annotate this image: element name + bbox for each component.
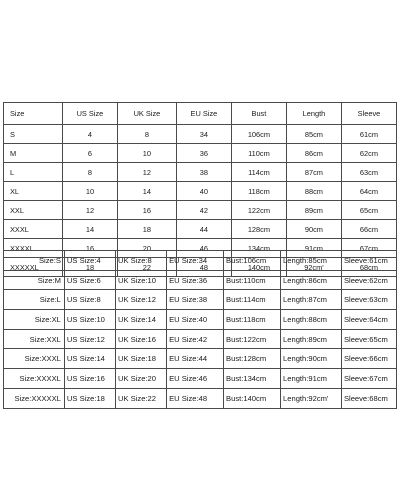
table-cell: EU Size:34 — [167, 251, 224, 271]
table-cell: Bust:114cm — [224, 290, 281, 310]
table-cell: 140cm — [231, 258, 286, 277]
table-cell: 128cm — [231, 220, 286, 239]
table-cell: 106cm — [231, 125, 286, 144]
table-cell: Length:89cm — [281, 329, 342, 349]
table-cell: 61cm — [341, 125, 396, 144]
table-cell: 46 — [176, 239, 231, 258]
table-cell: EU Size:36 — [167, 270, 224, 290]
table-cell: 89cm — [286, 201, 341, 220]
table-cell: 67cm — [341, 239, 396, 258]
table-cell: XXXL — [4, 220, 63, 239]
size-chart-header-row — [4, 103, 397, 125]
table-cell: 18 — [117, 220, 176, 239]
table-cell: Size:XXL — [4, 329, 65, 349]
table-cell: US Size:8 — [64, 290, 115, 310]
table-cell: Length:91cm — [281, 369, 342, 389]
table-row — [4, 369, 397, 389]
table-cell: Bust:110cm — [224, 270, 281, 290]
table-cell: 12 — [62, 201, 117, 220]
table-cell: 91cm — [286, 239, 341, 258]
table-cell: Size:XXXXL — [4, 369, 65, 389]
table-cell: 22 — [117, 258, 176, 277]
table-cell: Size:XXXXXL — [4, 388, 65, 408]
table-cell: US Size:6 — [64, 270, 115, 290]
table-cell: 65cm — [341, 201, 396, 220]
table-cell: 68cm — [341, 258, 396, 277]
table-cell: Sleeve:68cm — [341, 388, 396, 408]
table-cell: Length:90cm — [281, 349, 342, 369]
table-cell: Bust:128cm — [224, 349, 281, 369]
header-cell: UK Size — [117, 103, 176, 125]
table-cell: Bust:118cm — [224, 310, 281, 330]
table-row — [4, 349, 397, 369]
table-cell: Sleeve:63cm — [341, 290, 396, 310]
header-cell: Size — [4, 103, 63, 125]
table-cell: Bust:122cm — [224, 329, 281, 349]
table-cell: 8 — [62, 163, 117, 182]
table-cell: UK Size:16 — [115, 329, 166, 349]
table-cell: 110cm — [231, 144, 286, 163]
table-row — [4, 251, 397, 271]
table-row — [4, 388, 397, 408]
table-cell: Size:S — [4, 251, 65, 271]
table-row — [4, 329, 397, 349]
table-cell: Sleeve:65cm — [341, 329, 396, 349]
table-cell: 10 — [117, 144, 176, 163]
table-cell: Length:85cm — [281, 251, 342, 271]
table-row — [4, 182, 397, 201]
table-cell: 90cm — [286, 220, 341, 239]
table-cell: 40 — [176, 182, 231, 201]
table-cell: EU Size:46 — [167, 369, 224, 389]
table-row — [4, 201, 397, 220]
table-row — [4, 125, 397, 144]
table-row — [4, 163, 397, 182]
table-cell: Sleeve:62cm — [341, 270, 396, 290]
table-cell: XXXXL — [4, 239, 63, 258]
table-cell: 16 — [117, 201, 176, 220]
table-row — [4, 144, 397, 163]
table-cell: UK Size:20 — [115, 369, 166, 389]
table-cell: 62cm — [341, 144, 396, 163]
header-cell: Length — [286, 103, 341, 125]
table-cell: Bust:106cm — [224, 251, 281, 271]
table-cell: EU Size:38 — [167, 290, 224, 310]
table-cell: US Size:10 — [64, 310, 115, 330]
table-cell: 14 — [62, 220, 117, 239]
table-cell: L — [4, 163, 63, 182]
table-cell: 20 — [117, 239, 176, 258]
table-cell: XL — [4, 182, 63, 201]
table-cell: 87cm — [286, 163, 341, 182]
table-cell: US Size:12 — [64, 329, 115, 349]
table-cell: S — [4, 125, 63, 144]
table-cell: Sleeve:61cm — [341, 251, 396, 271]
table-cell: 88cm — [286, 182, 341, 201]
table-cell: UK Size:10 — [115, 270, 166, 290]
table-cell: EU Size:44 — [167, 349, 224, 369]
table-cell: 4 — [62, 125, 117, 144]
table-cell: US Size:14 — [64, 349, 115, 369]
table-cell: EU Size:48 — [167, 388, 224, 408]
table-cell: 34 — [176, 125, 231, 144]
table-cell: XXL — [4, 201, 63, 220]
table-cell: EU Size:40 — [167, 310, 224, 330]
table-row — [4, 220, 397, 239]
table-cell: 36 — [176, 144, 231, 163]
table-cell: Length:87cm — [281, 290, 342, 310]
header-cell: Sleeve — [341, 103, 396, 125]
size-chart-labeled-table — [3, 250, 397, 409]
table-cell: Bust:134cm — [224, 369, 281, 389]
table-cell: UK Size:22 — [115, 388, 166, 408]
table-cell: Size:L — [4, 290, 65, 310]
table-cell: 64cm — [341, 182, 396, 201]
table-cell: 63cm — [341, 163, 396, 182]
table-cell: Length:88cm — [281, 310, 342, 330]
table-cell: M — [4, 144, 63, 163]
table-cell: EU Size:42 — [167, 329, 224, 349]
table-cell: Sleeve:67cm — [341, 369, 396, 389]
header-cell: Bust — [231, 103, 286, 125]
table-cell: Size:XL — [4, 310, 65, 330]
table-cell: Bust:140cm — [224, 388, 281, 408]
table-cell: US Size:18 — [64, 388, 115, 408]
table-cell: Size:XXXL — [4, 349, 65, 369]
table-cell: 134cm — [231, 239, 286, 258]
table-cell: 92cm' — [286, 258, 341, 277]
table-cell: US Size:4 — [64, 251, 115, 271]
table-cell: UK Size:18 — [115, 349, 166, 369]
table-cell: 118cm — [231, 182, 286, 201]
table-cell: Length:92cm' — [281, 388, 342, 408]
header-cell: EU Size — [176, 103, 231, 125]
table-cell: 85cm — [286, 125, 341, 144]
table-cell: 66cm — [341, 220, 396, 239]
table-cell: 16 — [62, 239, 117, 258]
table-cell: 48 — [176, 258, 231, 277]
table-cell: Size:M — [4, 270, 65, 290]
table-row — [4, 310, 397, 330]
table-cell: US Size:16 — [64, 369, 115, 389]
table-cell: Sleeve:64cm — [341, 310, 396, 330]
table-cell: Length:86cm — [281, 270, 342, 290]
table-cell: Sleeve:66cm — [341, 349, 396, 369]
table-cell: 6 — [62, 144, 117, 163]
table-cell: XXXXXL — [4, 258, 63, 277]
table-cell: 44 — [176, 220, 231, 239]
table-cell: 8 — [117, 125, 176, 144]
table-cell: UK Size:8 — [115, 251, 166, 271]
table-cell: 38 — [176, 163, 231, 182]
table-cell: 86cm — [286, 144, 341, 163]
header-cell: US Size — [62, 103, 117, 125]
table-cell: 10 — [62, 182, 117, 201]
table-row — [4, 290, 397, 310]
table-cell: 114cm — [231, 163, 286, 182]
table-cell: 14 — [117, 182, 176, 201]
table-cell: 122cm — [231, 201, 286, 220]
table-cell: 18 — [62, 258, 117, 277]
table-cell: UK Size:12 — [115, 290, 166, 310]
table-cell: 12 — [117, 163, 176, 182]
table-cell: 42 — [176, 201, 231, 220]
table-cell: UK Size:14 — [115, 310, 166, 330]
size-chart-labeled-body — [4, 251, 397, 409]
table-row — [4, 270, 397, 290]
